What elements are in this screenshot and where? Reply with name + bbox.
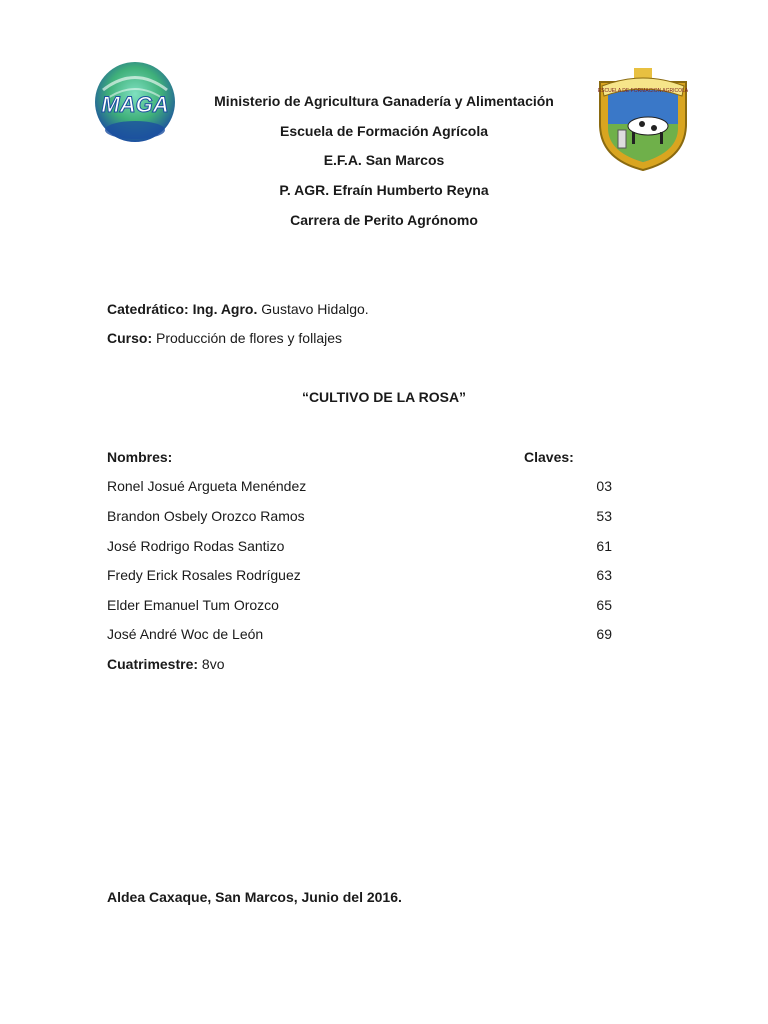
student-key: 61 [596,538,612,554]
student-name: Fredy Erick Rosales Rodríguez [107,567,301,583]
student-name: Ronel Josué Argueta Menéndez [107,478,307,494]
student-key: 63 [596,567,612,583]
catedratico-value: Gustavo Hidalgo. [261,301,369,317]
keys-header: Claves: [524,449,574,465]
curso-label: Curso: [107,330,153,346]
curso-value: Producción de flores y follajes [156,330,343,346]
header-efa: E.F.A. San Marcos [323,152,445,168]
student-key: 53 [596,508,612,524]
student-key: 03 [596,478,612,494]
cuatrimestre-label: Cuatrimestre: [107,656,199,672]
crest-banner-text: ESCUELA DE FORMACION AGRICOLA [597,88,689,94]
catedratico-label: Catedrático: Ing. Agro. [107,301,258,317]
footer-place-date: Aldea Caxaque, San Marcos, Junio del 2016. [107,889,402,905]
header-school: Escuela de Formación Agrícola [280,123,488,139]
cuatrimestre-value: 8vo [201,656,225,672]
header-career: Carrera de Perito Agrónomo [290,212,478,228]
header-ministry: Ministerio de Agricultura Ganadería y Alimentación [214,93,554,109]
student-key: 69 [596,626,612,642]
student-key: 65 [596,597,612,613]
cuatrimestre-line [107,655,225,673]
maga-logo-text: MAGA [101,92,169,117]
catedratico-line [107,300,369,318]
student-name: Elder Emanuel Tum Orozco [107,597,279,613]
document-title: “CULTIVO DE LA ROSA” [301,389,467,405]
student-name: José André Woc de León [107,626,264,642]
names-header: Nombres: [107,449,173,465]
header-professor: P. AGR. Efraín Humberto Reyna [279,182,489,198]
student-name: José Rodrigo Rodas Santizo [107,538,285,554]
curso-line [107,329,342,347]
student-name: Brandon Osbely Orozco Ramos [107,508,305,524]
